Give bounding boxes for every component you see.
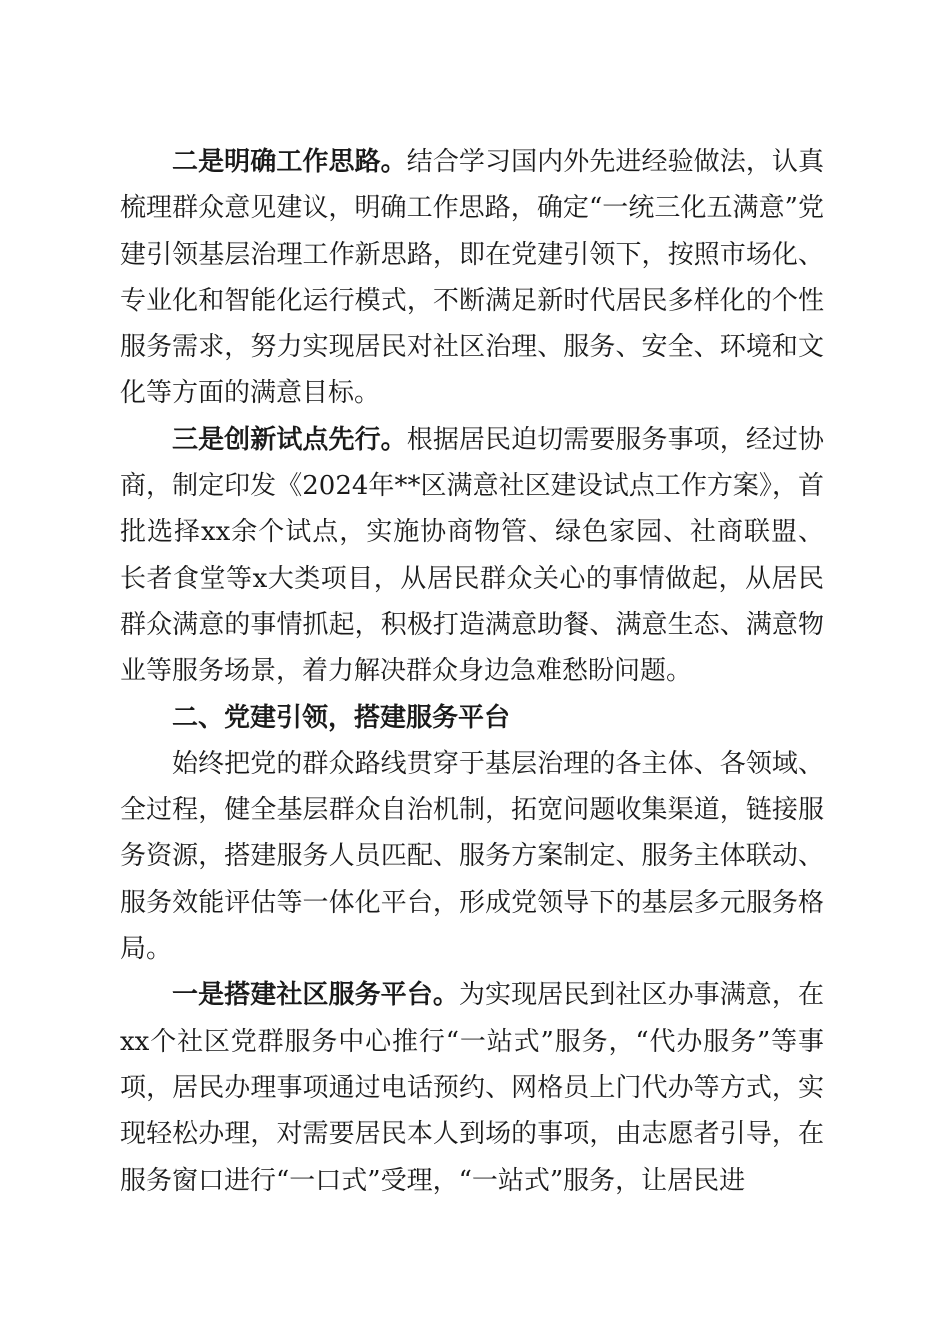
paragraph-lead: 一是搭建社区服务平台。 [172, 980, 459, 1011]
paragraph-lead: 三是创新试点先行。 [172, 424, 407, 455]
section-heading: 二、党建引领，搭建服务平台 [172, 702, 511, 733]
paragraph-community-platform [120, 972, 824, 1203]
paragraph-text: 根据居民迫切需要服务事项，经过协商，制定印发《2024年**区满意社区建设试点工作方案》，首批选择xx余个试点，实施协商物管、绿色家园、社商联盟、长者食堂等x大类项目，从居民群众关心的事情做起，从居民群众满意的事情抓起，积极打造满意助餐、满意生态、满意物业等服务场景，着力解决群众身边急难愁盼问题。 [120, 424, 824, 687]
paragraph-pilot-first [120, 417, 824, 695]
paragraph-work-approach [120, 139, 824, 417]
section-intro-paragraph: 始终把党的群众路线贯穿于基层治理的各主体、各领域、全过程，健全基层群众自治机制，拓宽问题收集渠道，链接服务资源，搭建服务人员匹配、服务方案制定、服务主体联动、服务效能评估等一体化平台，形成党领导下的基层多元服务格局。 [120, 748, 824, 965]
paragraph-text: 为实现居民到社区办事满意，在xx个社区党群服务中心推行“一站式”服务，“代办服务”等事项，居民办理事项通过电话预约、网格员上门代办等方式，实现轻松办理，对需要居民本人到场的事项，由志愿者引导，在服务窗口进行“一口式”受理，“一站式”服务，让居民进 [120, 980, 824, 1196]
paragraph-lead: 二是明确工作思路。 [172, 147, 407, 177]
document-body [120, 139, 824, 1204]
paragraph-text: 结合学习国内外先进经验做法，认真梳理群众意见建议，明确工作思路，确定“一统三化五满意”党建引领基层治理工作新思路，即在党建引领下，按照市场化、专业化和智能化运行模式，不断满足新时代居民多样化的个性服务需求，努力实现居民对社区治理、服务、安全、环境和文化等方面的满意目标。 [120, 147, 824, 409]
